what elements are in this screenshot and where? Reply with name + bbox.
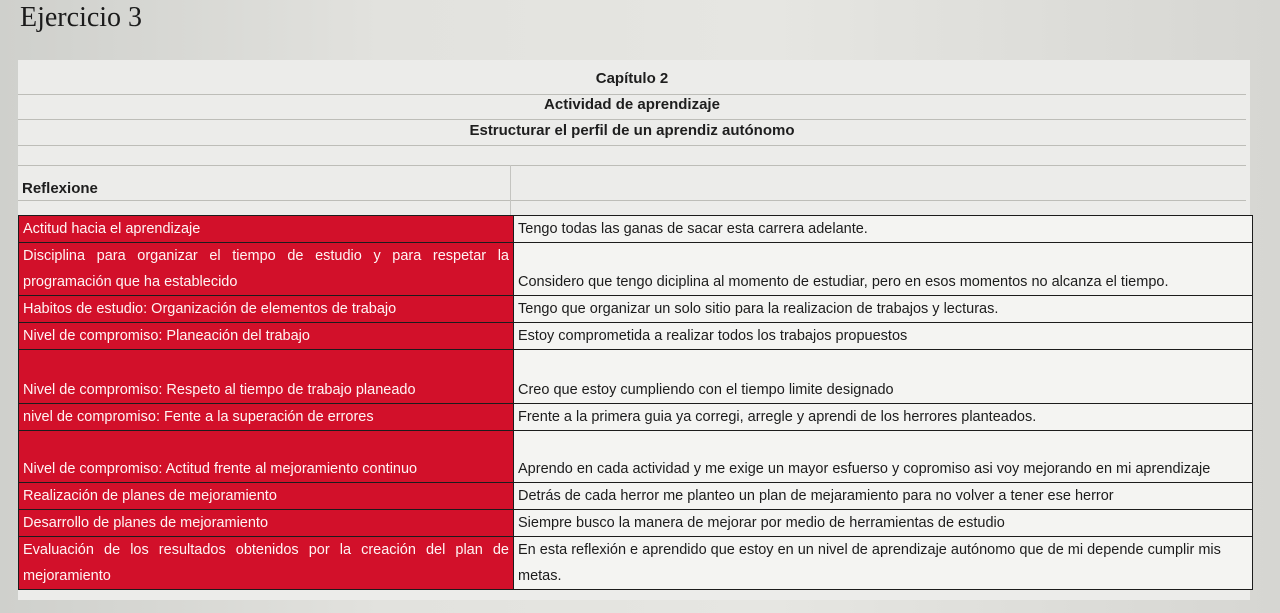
document-subtitle: Estructurar el perfil de un aprendiz autónomo — [469, 122, 795, 139]
answer-cell[interactable]: En esta reflexión e aprendido que estoy en un nivel de aprendizaje autónomo que de mi depende cumplir mis metas. — [514, 537, 1253, 590]
table-row — [19, 404, 1253, 431]
answer-cell[interactable]: Detrás de cada herror me planteo un plan de mejaramiento para no volver a tener ese herror — [514, 483, 1253, 510]
gridline — [18, 94, 1246, 95]
reflection-table — [18, 215, 1253, 590]
answer-cell[interactable]: Creo que estoy cumpliendo con el tiempo limite designado — [514, 350, 1253, 404]
answer-cell[interactable]: Aprendo en cada actividad y me exige un mayor esfuerso y copromiso asi voy mejorando en mi aprendizaje — [514, 431, 1253, 483]
aspect-cell[interactable]: Desarrollo de planes de mejoramiento — [19, 510, 514, 537]
gridline — [18, 119, 1246, 120]
table-row — [19, 296, 1253, 323]
exercise-heading: Ejercicio 3 — [20, 2, 143, 33]
table-row — [19, 483, 1253, 510]
table-row — [19, 243, 1253, 296]
section-label: Reflexione — [22, 180, 98, 197]
aspect-cell[interactable]: Realización de planes de mejoramiento — [19, 483, 514, 510]
table-row — [19, 216, 1253, 243]
aspect-cell[interactable]: Actitud hacia el aprendizaje — [19, 216, 514, 243]
table-row — [19, 431, 1253, 483]
answer-cell[interactable]: Tengo todas las ganas de sacar esta carrera adelante. — [514, 216, 1253, 243]
answer-cell[interactable]: Siempre busco la manera de mejorar por medio de herramientas de estudio — [514, 510, 1253, 537]
chapter-title: Capítulo 2 — [595, 70, 669, 87]
aspect-cell[interactable]: Nivel de compromiso: Actitud frente al mejoramiento continuo — [19, 431, 514, 483]
gridline — [18, 165, 1246, 166]
gridline — [18, 200, 1246, 201]
table-row — [19, 350, 1253, 404]
table-row — [19, 510, 1253, 537]
answer-cell[interactable]: Tengo que organizar un solo sitio para la realizacion de trabajos y lecturas. — [514, 296, 1253, 323]
table-row — [19, 323, 1253, 350]
answer-cell[interactable]: Frente a la primera guia ya corregi, arregle y aprendi de los herrores planteados. — [514, 404, 1253, 431]
answer-cell[interactable]: Estoy comprometida a realizar todos los trabajos propuestos — [514, 323, 1253, 350]
table-row — [19, 537, 1253, 590]
aspect-cell[interactable]: Evaluación de los resultados obtenidos por la creación del plan de mejoramiento — [19, 537, 514, 590]
activity-title: Actividad de aprendizaje — [544, 96, 720, 113]
gridline-vertical — [510, 165, 511, 215]
answer-cell[interactable]: Considero que tengo diciplina al momento de estudiar, pero en esos momentos no alcanza el tiempo. — [514, 243, 1253, 296]
gridline — [18, 145, 1246, 146]
aspect-cell[interactable]: nivel de compromiso: Fente a la superación de errores — [19, 404, 514, 431]
aspect-cell[interactable]: Habitos de estudio: Organización de elementos de trabajo — [19, 296, 514, 323]
aspect-cell[interactable]: Nivel de compromiso: Respeto al tiempo de trabajo planeado — [19, 350, 514, 404]
aspect-cell[interactable]: Nivel de compromiso: Planeación del trabajo — [19, 323, 514, 350]
aspect-cell[interactable]: Disciplina para organizar el tiempo de estudio y para respetar la programación que ha establecido — [19, 243, 514, 296]
